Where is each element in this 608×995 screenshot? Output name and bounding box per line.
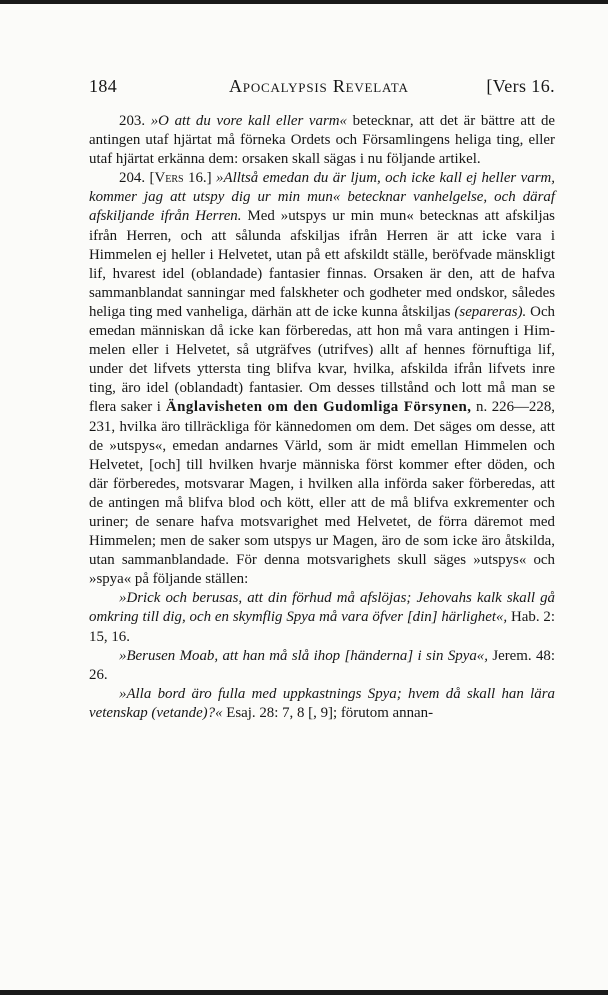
quote-text: »Drick och berusas, att din förhud må afslöjas; Jehovahs kalk skall gå omkring till dig, och en skymflig Spya må vara öfver [din] härlighet«, bbox=[89, 590, 555, 626]
quoted-verse-meaning: betecknar vanhelgelse, och däraf afskiljande ifrån Herren. bbox=[89, 189, 555, 225]
scripture-quote bbox=[89, 685, 555, 723]
paragraph-204 bbox=[89, 169, 555, 589]
verse-label: Vers bbox=[154, 170, 184, 187]
paragraph-203 bbox=[89, 112, 555, 169]
quote-text: »Alla bord äro fulla med uppkastnings Spya; hvem då skall han lära vetenskap (vetande)?« bbox=[89, 685, 555, 721]
verse-reference: [Vers 16. bbox=[486, 76, 555, 96]
paragraph-text: Med »utspys ur min mun« betecknas att afskiljas ifrån Herren, och att sålunda afskiljas ifrån Herren är att icke vara i Himmelen ej heller i Helvetet, utan på ett afskildt ställe, beröfvade mänskligt lif, hvarest idel (oblandade) fantasier finnas. Orsaken är den, att de hafva sammanblandat sanningar med falskheter och godheter med ondskor, således heliga ting med vanheliga, därhän att de icke kunna åtskiljas bbox=[89, 208, 555, 320]
page-header bbox=[89, 76, 555, 102]
quote-reference: Jerem. 48: 26. bbox=[89, 647, 556, 683]
paragraph-number: 203. bbox=[119, 113, 146, 129]
quoted-verse: »O att du vore kall eller varm« bbox=[150, 113, 347, 129]
paragraph-text: betecknar, att det är bättre att de antingen utaf hjärtat må förneka Ordets och Församlingens heliga ting, eller utaf hjärtat erkänna dem: orsaken skall sägas i nu följande artikel. bbox=[89, 113, 556, 168]
quote-reference: Hab. 2: 15, 16. bbox=[89, 609, 555, 645]
paragraph-text: n. 226—228, 231, hvilka äro tillräckliga för kännedomen om dem. Det säges om desse, att de »utspys«, emedan andarnes Värld, som är midt emellan Himmelen och Helvetet, [och] till hvilken hvarje människa först kommer efter döden, och där förberedes, motsvarar Magen, i hvilken alla införda saker förberedas, att de antingen må blifva blod och kött, eller att de må blifva exkrementer och uriner; de senare hafva motsvarighet med Helvetet, de förra däremot med Himmelen; men de saker som utspys ur Magen, äro de som icke äro åtskilda, utan sammanblandade. För denna motsvarighets skull säges »utspys« och »spya« på följande ställen: bbox=[89, 399, 555, 588]
quote-text: »Berusen Moab, att han må slå ihop [händerna] i sin Spya«, bbox=[119, 647, 488, 664]
quoted-verse: »Alltså emedan du är ljum, och icke kall ej heller varm, kommer jag att utspy dig ur min mun« bbox=[89, 170, 555, 206]
inline-italic: (separeras). bbox=[450, 303, 527, 320]
scripture-quote bbox=[89, 647, 555, 685]
scripture-quote bbox=[89, 589, 555, 646]
page-edge-bottom bbox=[0, 990, 608, 995]
page-number: 184 bbox=[89, 76, 118, 96]
page-edge-top bbox=[0, 0, 608, 4]
running-title: Apocalypsis Revelata bbox=[229, 76, 409, 96]
body-text bbox=[89, 112, 555, 723]
verse-number: 16.] bbox=[183, 170, 212, 187]
verse-bracket: [ bbox=[149, 170, 155, 187]
bold-title: Änglavisheten om den Gudomliga Försynen, bbox=[160, 399, 472, 416]
quote-reference: Esaj. 28: 7, 8 [, 9]; förutom annan- bbox=[222, 704, 434, 721]
paragraph-text: Och emedan människan då icke kan förberedas, att hon må vara antingen i Himmelen eller i Helvetet, så utgräfves (utrifves) allt af hennes förnuftiga lif, under det lifvets yttersta ting blifva kvar, hvilka, afskilda ifrån lifvets inre ting, äro idel (oblandadt) fantasier. Om desses tillstånd och lott må man se flera saker i bbox=[89, 303, 555, 416]
paragraph-number: 204. bbox=[119, 170, 146, 187]
